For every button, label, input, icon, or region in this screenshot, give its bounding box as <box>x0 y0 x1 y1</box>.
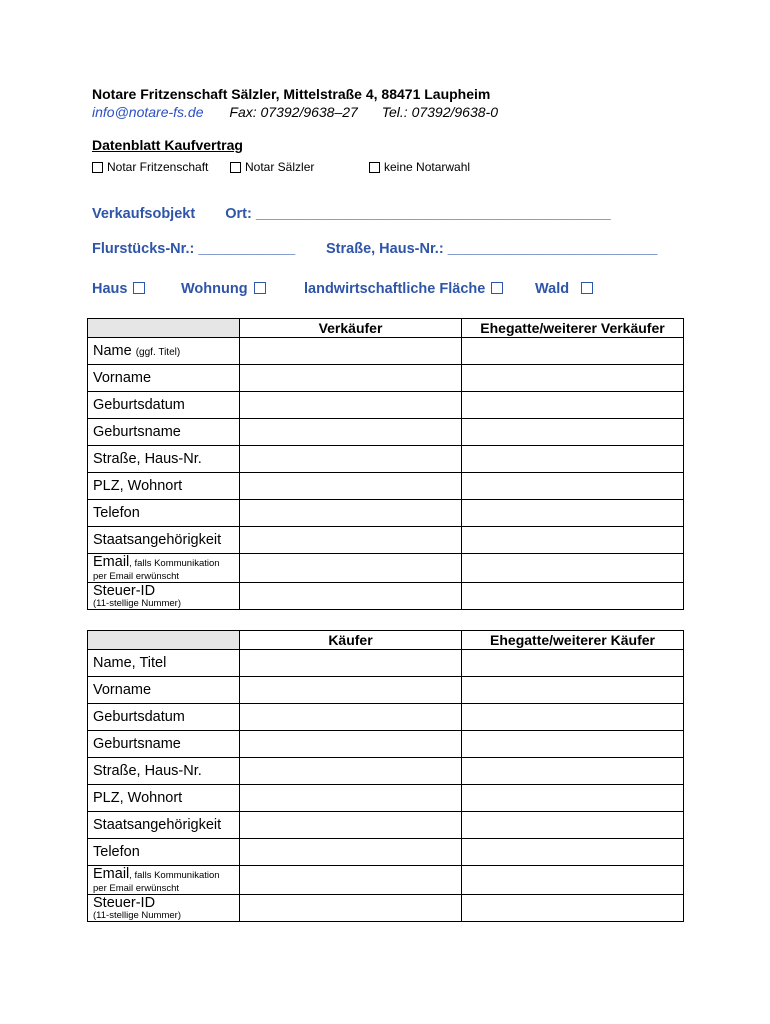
seller-geburtsdatum-input[interactable] <box>240 392 462 419</box>
row-label-geburtsdatum: Geburtsdatum <box>88 392 240 419</box>
checkbox-icon[interactable] <box>133 282 145 294</box>
phone-number: Tel.: 07392/9638-0 <box>381 104 498 120</box>
type-haus[interactable] <box>92 281 145 297</box>
seller-header-row <box>88 319 684 338</box>
row-label-email <box>88 554 240 583</box>
seller-geburtsname-input[interactable] <box>240 419 462 446</box>
option-label: keine Notarwahl <box>384 160 471 174</box>
type-wohnung[interactable] <box>181 281 266 297</box>
email-note: , falls Kommunikation <box>129 870 220 881</box>
buyer-spouse-staat-input[interactable] <box>462 812 684 839</box>
buyer-spouse-column-header: Ehegatte/weiterer Käufer <box>462 631 684 650</box>
row-label-email <box>88 866 240 895</box>
fax-number: Fax: 07392/9638–27 <box>229 104 358 120</box>
seller-spouse-vorname-input[interactable] <box>462 365 684 392</box>
buyer-spouse-strasse-input[interactable] <box>462 758 684 785</box>
buyer-spouse-name-input[interactable] <box>462 650 684 677</box>
type-label: landwirtschaftliche Fläche <box>304 281 486 297</box>
type-landwirtschaft[interactable] <box>304 281 503 297</box>
seller-spouse-geburtsdatum-input[interactable] <box>462 392 684 419</box>
table-row <box>88 704 684 731</box>
buyer-staat-input[interactable] <box>240 812 462 839</box>
buyer-spouse-plz-input[interactable] <box>462 785 684 812</box>
document-title: Datenblatt Kaufvertrag <box>92 137 243 153</box>
street-line <box>326 241 657 257</box>
buyer-name-input[interactable] <box>240 650 462 677</box>
seller-staat-input[interactable] <box>240 527 462 554</box>
checkbox-icon[interactable] <box>581 282 593 294</box>
row-label-geburtsname: Geburtsname <box>88 731 240 758</box>
row-label-staat: Staatsangehörigkeit <box>88 812 240 839</box>
seller-email-input[interactable] <box>240 554 462 583</box>
seller-spouse-steuer-input[interactable] <box>462 583 684 610</box>
table-row <box>88 446 684 473</box>
row-label-vorname: Vorname <box>88 677 240 704</box>
row-label-name: Name, Titel <box>88 650 240 677</box>
strasse-field[interactable]: __________________________ <box>447 241 658 257</box>
seller-spouse-staat-input[interactable] <box>462 527 684 554</box>
table-row <box>88 473 684 500</box>
buyer-spouse-geburtsname-input[interactable] <box>462 731 684 758</box>
checkbox-icon[interactable] <box>254 282 266 294</box>
name-label: Name <box>93 343 132 359</box>
table-row <box>88 785 684 812</box>
row-label-telefon: Telefon <box>88 839 240 866</box>
seller-spouse-plz-input[interactable] <box>462 473 684 500</box>
seller-spouse-column-header: Ehegatte/weiterer Verkäufer <box>462 319 684 338</box>
notary-option-fritzenschaft[interactable] <box>92 160 208 174</box>
table-row <box>88 583 684 610</box>
flur-label: Flurstücks-Nr.: <box>92 241 195 257</box>
buyer-telefon-input[interactable] <box>240 839 462 866</box>
row-label-telefon: Telefon <box>88 500 240 527</box>
email-label: Email <box>93 554 130 570</box>
row-label-name <box>88 338 240 365</box>
notary-option-none[interactable] <box>369 160 470 174</box>
seller-spouse-name-input[interactable] <box>462 338 684 365</box>
buyer-email-input[interactable] <box>240 866 462 895</box>
buyer-steuer-input[interactable] <box>240 895 462 922</box>
option-label: Notar Sälzler <box>245 160 315 174</box>
steuer-label: Steuer-ID <box>93 583 156 599</box>
seller-spouse-telefon-input[interactable] <box>462 500 684 527</box>
checkbox-icon[interactable] <box>369 162 380 173</box>
seller-telefon-input[interactable] <box>240 500 462 527</box>
parcel-line <box>92 241 295 257</box>
steuer-label: Steuer-ID <box>93 895 156 911</box>
seller-table <box>87 318 684 610</box>
steuer-note: (11-stellige Nummer) <box>93 910 181 921</box>
buyer-spouse-vorname-input[interactable] <box>462 677 684 704</box>
table-row <box>88 895 684 922</box>
seller-spouse-geburtsname-input[interactable] <box>462 419 684 446</box>
seller-vorname-input[interactable] <box>240 365 462 392</box>
row-label-plz: PLZ, Wohnort <box>88 473 240 500</box>
table-row <box>88 839 684 866</box>
buyer-plz-input[interactable] <box>240 785 462 812</box>
row-label-staat: Staatsangehörigkeit <box>88 527 240 554</box>
type-label: Wald <box>535 281 570 297</box>
seller-spouse-strasse-input[interactable] <box>462 446 684 473</box>
table-row <box>88 866 684 895</box>
table-corner-cell <box>88 631 240 650</box>
table-row <box>88 812 684 839</box>
table-row <box>88 338 684 365</box>
type-label: Wohnung <box>181 281 248 297</box>
buyer-spouse-steuer-input[interactable] <box>462 895 684 922</box>
email-link[interactable]: info@notare-fs.de <box>92 104 204 120</box>
row-label-plz: PLZ, Wohnort <box>88 785 240 812</box>
contact-line <box>92 104 498 120</box>
table-row <box>88 758 684 785</box>
checkbox-icon[interactable] <box>230 162 241 173</box>
table-row <box>88 527 684 554</box>
ort-field[interactable]: ____________________________________________ <box>255 206 611 222</box>
table-row <box>88 365 684 392</box>
option-label: Notar Fritzenschaft <box>107 160 209 174</box>
type-label: Haus <box>92 281 128 297</box>
seller-spouse-email-input[interactable] <box>462 554 684 583</box>
seller-name-input[interactable] <box>240 338 462 365</box>
table-row <box>88 554 684 583</box>
buyer-vorname-input[interactable] <box>240 677 462 704</box>
email-note: , falls Kommunikation <box>129 558 220 569</box>
row-label-geburtsname: Geburtsname <box>88 419 240 446</box>
buyer-spouse-telefon-input[interactable] <box>462 839 684 866</box>
seller-strasse-input[interactable] <box>240 446 462 473</box>
buyer-strasse-input[interactable] <box>240 758 462 785</box>
office-address: Notare Fritzenschaft Sälzler, Mittelstraße 4, 88471 Laupheim <box>92 86 491 102</box>
strasse-label: Straße, Haus-Nr.: <box>326 241 444 257</box>
ort-label: Ort: <box>225 206 252 222</box>
buyer-geburtsdatum-input[interactable] <box>240 704 462 731</box>
steuer-note: (11-stellige Nummer) <box>93 598 181 609</box>
buyer-geburtsname-input[interactable] <box>240 731 462 758</box>
buyer-spouse-email-input[interactable] <box>462 866 684 895</box>
name-note: (ggf. Titel) <box>135 347 181 358</box>
row-label-vorname: Vorname <box>88 365 240 392</box>
notary-option-saelzler[interactable] <box>230 160 314 174</box>
checkbox-icon[interactable] <box>491 282 503 294</box>
table-row <box>88 392 684 419</box>
object-label: Verkaufsobjekt <box>92 206 196 222</box>
buyer-spouse-geburtsdatum-input[interactable] <box>462 704 684 731</box>
buyer-table <box>87 630 684 922</box>
email-note-2: per Email erwünscht <box>93 883 180 894</box>
seller-column-header: Verkäufer <box>240 319 462 338</box>
row-label-strasse: Straße, Haus-Nr. <box>88 758 240 785</box>
table-row <box>88 650 684 677</box>
row-label-steuer <box>88 583 240 610</box>
table-row <box>88 677 684 704</box>
seller-plz-input[interactable] <box>240 473 462 500</box>
buyer-column-header: Käufer <box>240 631 462 650</box>
row-label-strasse: Straße, Haus-Nr. <box>88 446 240 473</box>
flur-field[interactable]: ____________ <box>198 241 296 257</box>
object-location-line <box>92 206 611 222</box>
checkbox-icon[interactable] <box>92 162 103 173</box>
email-label: Email <box>93 866 130 882</box>
buyer-header-row <box>88 631 684 650</box>
row-label-steuer <box>88 895 240 922</box>
table-row <box>88 500 684 527</box>
email-note-2: per Email erwünscht <box>93 571 180 582</box>
row-label-geburtsdatum: Geburtsdatum <box>88 704 240 731</box>
table-corner-cell <box>88 319 240 338</box>
type-wald[interactable] <box>535 281 593 297</box>
seller-steuer-input[interactable] <box>240 583 462 610</box>
table-row <box>88 731 684 758</box>
table-row <box>88 419 684 446</box>
